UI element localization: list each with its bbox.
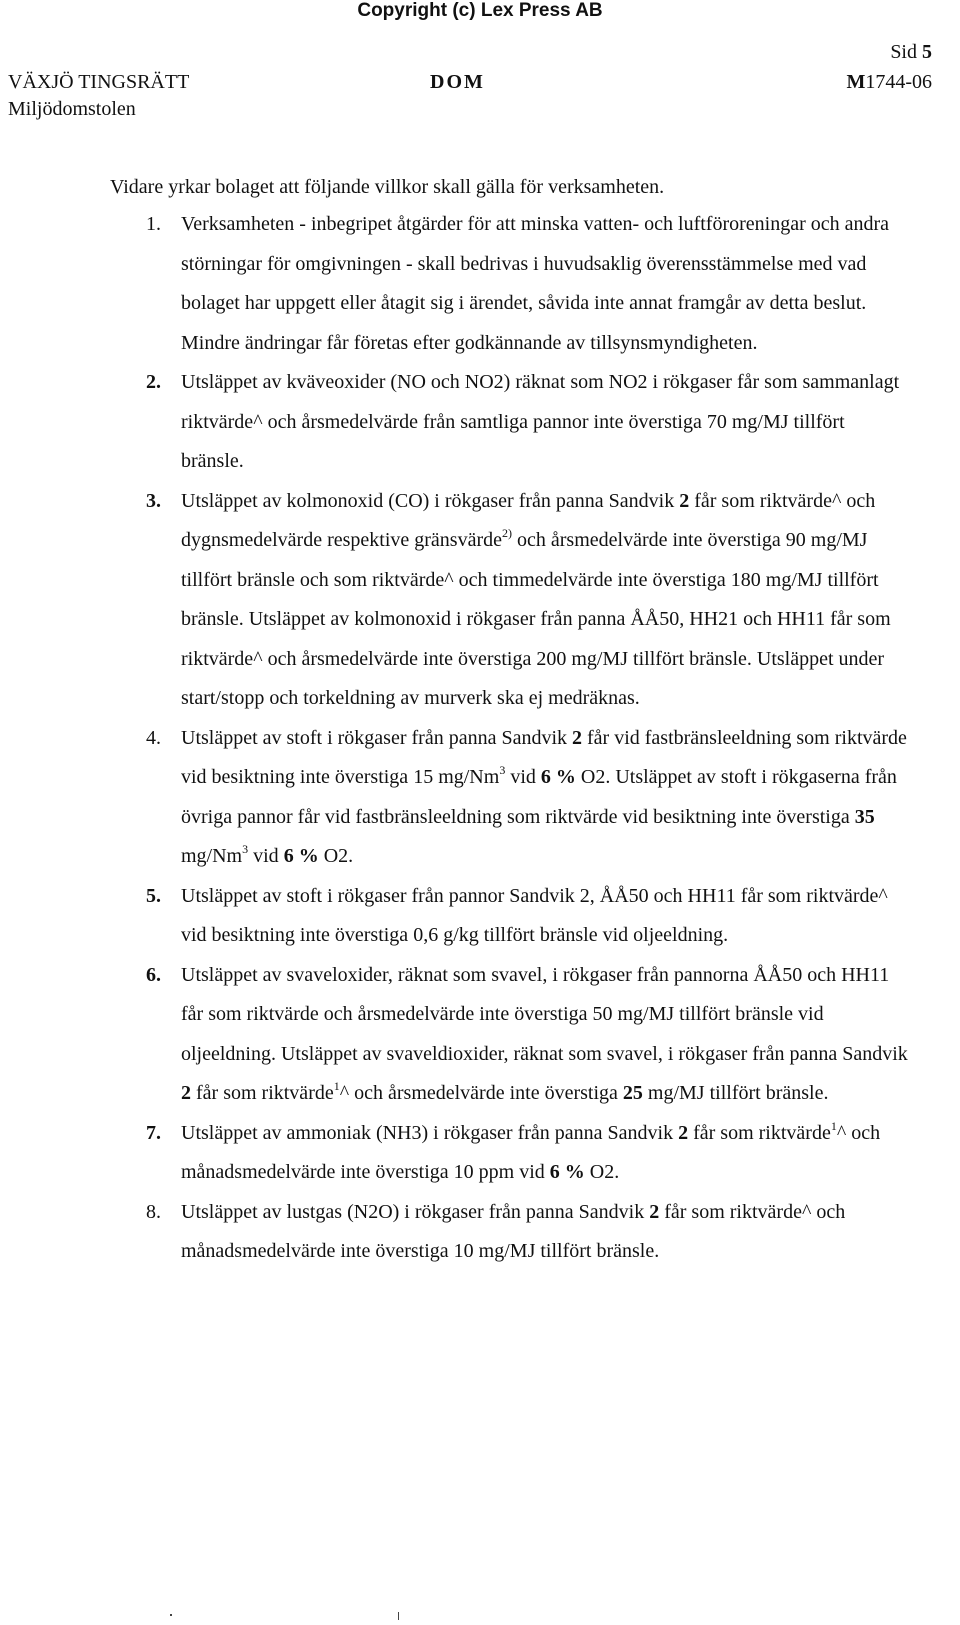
text-run: vid	[248, 845, 284, 867]
bold-run: 2	[679, 489, 690, 512]
condition-number: 7.	[146, 1121, 161, 1144]
condition-text	[181, 1114, 911, 1193]
text-run: O2.	[584, 1161, 620, 1183]
condition-text	[181, 1193, 911, 1272]
condition-item-4	[0, 719, 960, 877]
text-run: O2.	[318, 845, 354, 867]
text-run: Utsläppet av ammoniak (NH3) i rökgaser från panna Sandvik	[181, 1121, 679, 1144]
condition-number: 2.	[146, 371, 161, 393]
condition-text: Utsläppet av stoft i rökgaser från pannor Sandvik 2, ÅÅ50 och HH11 får som riktvärde^ vid besiktning inte överstiga 0,6 g/kg tillfört bränsle vid oljeeldning.	[181, 884, 888, 946]
bold-run: 6 %	[549, 1161, 585, 1183]
condition-item-7	[0, 1114, 960, 1193]
text-run: O2. Utsläppet av stoft i rökgaserna från övriga pannor får vid fastbränsleeldning som riktvärde vid besiktning inte överstiga	[181, 766, 897, 828]
intro-paragraph: Vidare yrkar bolaget att följande villkor skall gälla för verksamheten.	[110, 176, 665, 198]
bold-run: 25	[622, 1082, 643, 1104]
page-number: 5	[922, 41, 932, 63]
scan-speck	[170, 1614, 172, 1616]
bold-run: 2	[572, 726, 583, 749]
condition-item-6	[0, 956, 960, 1114]
text-run: Utsläppet av kolmonoxid (CO) i rökgaser från panna Sandvik	[181, 489, 680, 512]
condition-text: Utsläppet av kväveoxider (NO och NO2) räknat som NO2 i rökgaser får som sammanlagt riktvärde^ och årsmedelvärde från samtliga pannor inte överstiga 70 mg/MJ tillfört bränsle.	[181, 371, 900, 472]
condition-item-1	[0, 205, 960, 363]
page-label: Sid	[890, 41, 917, 63]
bold-run: 2	[649, 1200, 660, 1223]
case-prefix: M	[846, 71, 866, 93]
superscript: 3	[242, 842, 249, 856]
condition-text	[181, 956, 911, 1114]
condition-number: 6.	[146, 963, 161, 986]
condition-number: 4.	[146, 726, 161, 749]
condition-number: 3.	[146, 489, 161, 512]
text-run: Utsläppet av stoft i rökgaser från panna Sandvik	[181, 726, 573, 749]
text-run: får som riktvärde^ och månadsmedelvärde inte överstiga 10 mg/MJ tillfört bränsle.	[181, 1200, 846, 1262]
court-name: VÄXJÖ TINGSRÄTT	[8, 71, 190, 93]
condition-item-2	[0, 363, 960, 482]
case-number	[846, 70, 932, 94]
text-run: får som riktvärde	[688, 1121, 831, 1144]
bold-run: 6 %	[283, 845, 319, 867]
text-run: och årsmedelvärde inte överstiga 90 mg/MJ tillfört bränsle och som riktvärde^ och timmedelvärde inte överstiga 180 mg/MJ tillfört bränsle. Utsläppet av kolmonoxid i rökgaser från panna ÅÅ50, HH21 och HH11 får som riktvärde^ och årsmedelvärde inte överstiga 200 mg/MJ tillfört bränsle. Utsläppet under start/stopp och torkeldning av murverk ska ej medräknas.	[181, 529, 891, 709]
condition-text: Verksamheten - inbegripet åtgärder för att minska vatten- och luftföroreningar och andra störningar för omgivningen - skall bedrivas i huvudsaklig överensstämmelse med vad bolaget har uppgett eller åtagit sig i ärendet, såvida inte annat framgår av detta beslut. Mindre ändringar får företas efter godkännande av tillsynsmyndigheten.	[181, 213, 890, 354]
condition-item-8	[0, 1193, 960, 1272]
scan-speck	[398, 1612, 399, 1620]
document-type: DOM	[430, 71, 485, 93]
footnote-ref: 1	[333, 1079, 340, 1093]
bold-run: 2	[181, 1082, 191, 1104]
text-run: mg/MJ tillfört bränsle.	[642, 1082, 829, 1104]
superscript: 3	[499, 763, 506, 777]
text-run: mg/Nm	[181, 845, 243, 867]
condition-item-3	[0, 482, 960, 719]
text-run: får vid fastbränsleeldning som riktvärde vid besiktning inte överstiga 15 mg/Nm	[181, 726, 907, 788]
text-run: Utsläppet av lustgas (N2O) i rökgaser från panna Sandvik	[181, 1200, 650, 1223]
text-run: får som riktvärde	[191, 1082, 334, 1104]
condition-item-5	[0, 877, 960, 956]
condition-number: 1.	[146, 213, 161, 235]
bold-run: 6 %	[540, 766, 576, 788]
bold-run: 2	[678, 1121, 689, 1144]
condition-number: 8.	[146, 1200, 161, 1223]
copyright-notice: Copyright (c) Lex Press AB	[357, 0, 603, 21]
bold-run: 35	[854, 805, 875, 828]
text-run: ^ och månadsmedelvärde inte överstiga 10 ppm vid	[181, 1121, 881, 1183]
footnote-ref: 2)	[502, 526, 512, 540]
text-run: Utsläppet av svaveloxider, räknat som svavel, i rökgaser från pannorna ÅÅ50 och HH11 får som riktvärde och årsmedelvärde inte överstiga 50 mg/MJ tillfört bränsle vid oljeeldning. Utsläppet av svaveldioxider, räknat som svavel, i rökgaser från panna Sandvik	[181, 963, 908, 1065]
text-run: ^ och årsmedelvärde inte överstiga	[339, 1082, 623, 1104]
footnote-ref: 1	[830, 1118, 837, 1133]
condition-text	[181, 719, 911, 877]
page-indicator	[890, 40, 932, 64]
case-number-value: 1744-06	[865, 71, 932, 93]
condition-text	[181, 482, 911, 719]
court-division: Miljödomstolen	[8, 98, 136, 120]
condition-number: 5.	[146, 884, 161, 907]
text-run: vid	[505, 766, 541, 788]
text-run: får som riktvärde^ och dygnsmedelvärde respektive gränsvärde	[181, 489, 876, 551]
conditions-list	[0, 205, 960, 1272]
